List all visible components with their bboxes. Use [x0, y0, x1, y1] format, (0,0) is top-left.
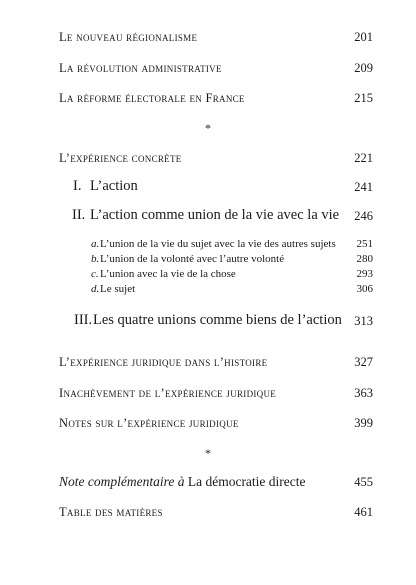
toc-subitem-letter: b. — [91, 253, 100, 265]
toc-entry-page: 363 — [354, 386, 373, 400]
section-separator: * — [205, 446, 211, 460]
toc-subitem-title: L’union avec la vie de la chose — [100, 268, 236, 280]
toc-entry-page: 327 — [354, 355, 373, 369]
toc-section-numeral: III. — [74, 312, 93, 328]
toc-section-numeral: II. — [72, 207, 86, 223]
toc-note-italic: Note complémentaire à — [59, 474, 185, 489]
toc-entry-title: Notes sur l’expérience juridique — [59, 416, 239, 430]
toc-entry-title: La révolution administrative — [59, 61, 222, 75]
toc-entry-title: Table des matières — [59, 505, 163, 519]
toc-subitem-page: 306 — [356, 283, 373, 295]
toc-entry-page: 461 — [354, 505, 373, 519]
toc-section-title: L’action comme union de la vie avec la vie — [90, 207, 340, 223]
toc-subitem-page: 293 — [356, 268, 373, 280]
toc-entry-title: Le nouveau régionalisme — [59, 30, 198, 44]
section-separator: * — [205, 121, 211, 135]
toc-entry-title: L’expérience juridique dans l’histoire — [59, 355, 268, 369]
toc-subitem-letter: d. — [91, 283, 100, 295]
toc-section-page: 313 — [354, 314, 373, 328]
toc-section-numeral: I. — [73, 178, 82, 194]
toc-subitem-page: 251 — [356, 238, 373, 250]
toc-section-page: 241 — [354, 180, 373, 194]
toc-subitem-title: Le sujet — [100, 283, 136, 295]
toc-entry-title — [59, 474, 306, 490]
toc-section-title: L’action — [90, 178, 138, 194]
toc-section-title: Les quatre unions comme biens de l’action — [93, 312, 342, 328]
toc-entry-page: 221 — [354, 151, 373, 165]
toc-subitem-title: L’union de la vie du sujet avec la vie des autres sujets — [100, 238, 336, 250]
toc-subitem-letter: a. — [91, 238, 100, 250]
toc-entry-title: La réforme électorale en France — [59, 91, 245, 105]
toc-subitem-title: L’union de la volonté avec l’autre volonté — [100, 253, 285, 265]
toc-subitem-letter: c. — [91, 268, 99, 280]
toc-section-page: 246 — [354, 209, 373, 223]
toc-entry-title: L’expérience concrète — [59, 151, 182, 165]
toc-entry-page: 201 — [354, 30, 373, 44]
toc-entry-title: Inachèvement de l’expérience juridique — [59, 386, 277, 400]
toc-subitem-page: 280 — [356, 253, 373, 265]
toc-entry-page: 399 — [354, 416, 373, 430]
toc-entry-page: 455 — [354, 475, 373, 489]
toc-entry-page: 209 — [354, 61, 373, 75]
toc-entry-page: 215 — [354, 91, 373, 105]
toc-note-roman: La démocratie directe — [184, 474, 306, 489]
